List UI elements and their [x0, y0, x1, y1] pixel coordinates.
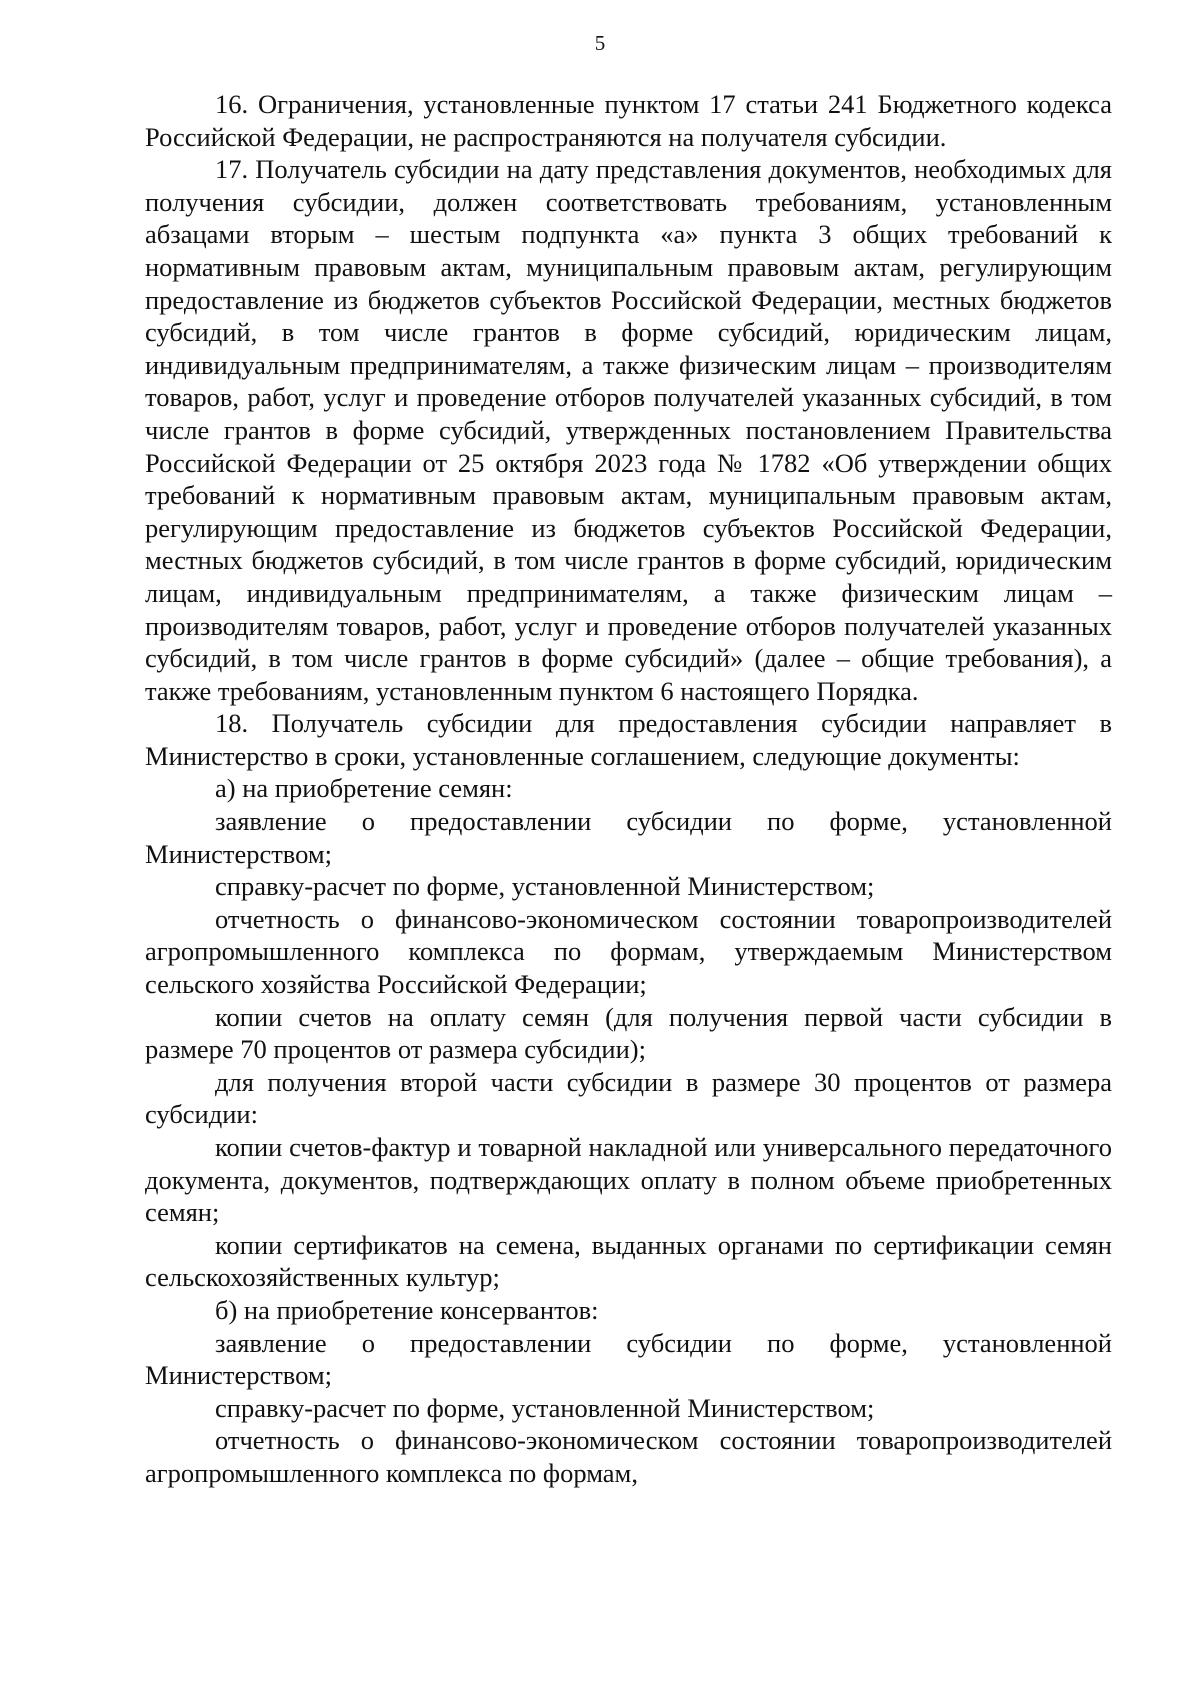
list-item-financial-report-b: отчетность о финансово-экономическом состоянии товаропроизводителей агропромышленного комплекса по формам,: [145, 1425, 1112, 1488]
list-item-seed-certificates: копии сертификатов на семена, выданных органами по сертификации семян сельскохозяйственных культур;: [145, 1229, 1112, 1293]
list-item-application-b: заявление о предоставлении субсидии по форме, установленной Министерством;: [145, 1327, 1112, 1391]
subitem-b-heading: б) на приобретение консервантов:: [215, 1294, 599, 1325]
document-body: [145, 88, 1112, 1490]
list-item-invoices-copies: копии счетов на оплату семян (для получения первой части субсидии в размере 70 процентов от размера субсидии);: [145, 1001, 1112, 1065]
paragraph-17: 17. Получатель субсидии на дату представления документов, необходимых для получения субсидии, должен соответствовать требованиям, установленным абзацами вторым – шестым подпункта «а» пункта 3 общих требований к нормативным правовым актам, муниципальным правовым актам, регулирующим предоставление из бюджетов субъектов Российской Федерации, местных бюджетов субсидий, в том числе грантов в форме субсидий, юридическим лицам, индивидуальным предпринимателям, а также физическим лицам – производителям товаров, работ, услуг и проведение отборов получателей указанных субсидий, в том числе грантов в форме субсидий, утвержденных постановлением Правительства Российской Федерации от 25 октября 2023 года № 1782 «Об утверждении общих требований к нормативным правовым актам, муниципальным правовым актам, регулирующим предоставление из бюджетов субъектов Российской Федерации, местных бюджетов субсидий, в том числе грантов в форме субсидий, юридическим лицам, индивидуальным предпринимателям, а также физическим лицам – производителям товаров, работ, услуг и проведение отборов получателей указанных субсидий, в том числе грантов в форме субсидий» (далее – общие требования), а также требованиям, установленным пунктом 6 настоящего Порядка.: [145, 154, 1112, 706]
list-item-application: заявление о предоставлении субсидии по форме, установленной Министерством;: [145, 806, 1112, 869]
list-item-invoice-documents: копии счетов-фактур и товарной накладной или универсального передаточного документа, документов, подтверждающих оплату в полном объеме приобретенных семян;: [145, 1132, 1112, 1228]
list-item-calculation: справку-расчет по форме, установленной Министерством;: [215, 871, 875, 902]
paragraph-16: 16. Ограничения, установленные пунктом 17 статьи 241 Бюджетного кодекса Российской Федерации, не распространяются на получателя субсидии.: [145, 89, 1112, 152]
page-number: 5: [594, 31, 606, 55]
list-item-calculation-b: справку-расчет по форме, установленной Министерством;: [215, 1392, 875, 1423]
list-item-financial-report: отчетность о финансово-экономическом состоянии товаропроизводителей агропромышленного комплекса по формам, утверждаемым Министерством сельского хозяйства Российской Федерации;: [145, 903, 1112, 1000]
paragraph-18: 18. Получатель субсидии для предоставления субсидии направляет в Министерство в сроки, установленные соглашением, следующие документы:: [145, 708, 1112, 771]
subitem-a-heading: а) на приобретение семян:: [215, 773, 513, 804]
list-item-second-part: для получения второй части субсидии в размере 30 процентов от размера субсидии:: [145, 1066, 1112, 1130]
